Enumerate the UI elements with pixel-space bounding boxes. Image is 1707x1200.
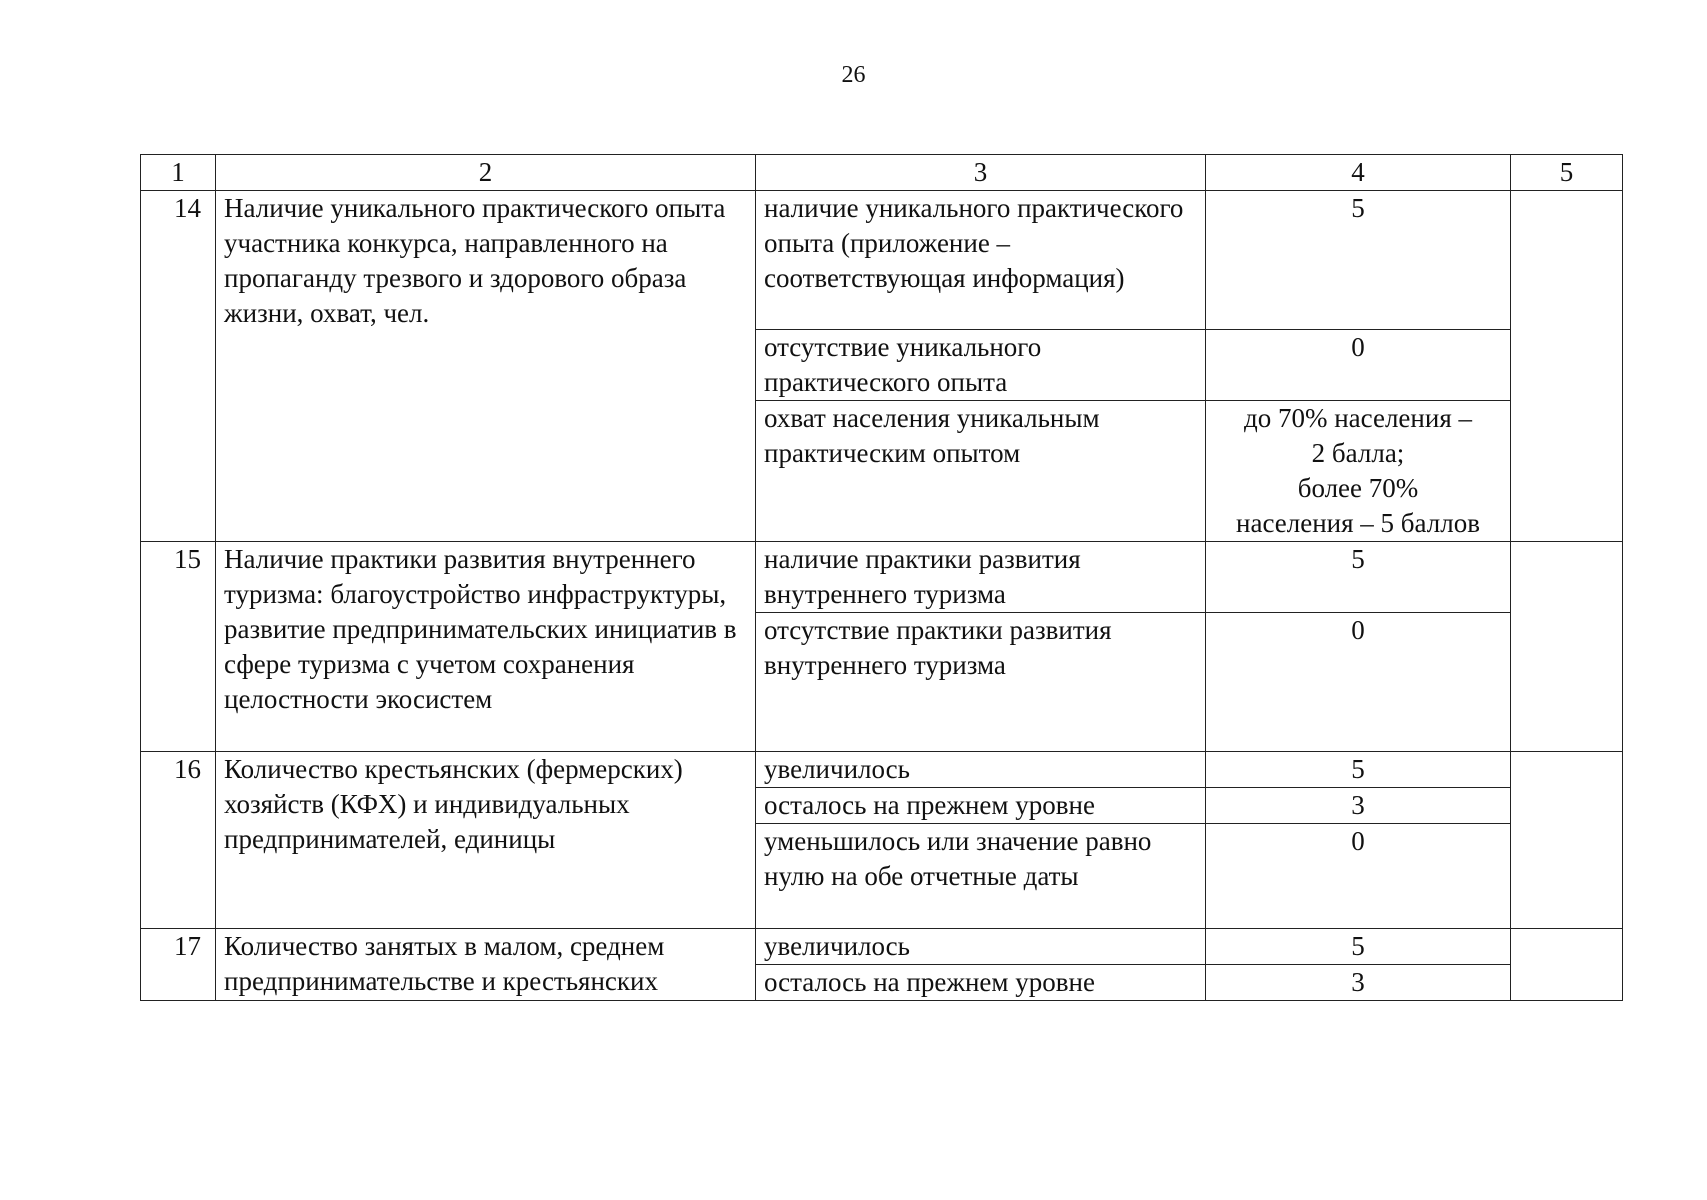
criterion-score: 5 <box>1206 752 1511 788</box>
criterion-text: осталось на прежнем уровне <box>756 965 1206 1001</box>
criterion-score: 5 <box>1206 542 1511 613</box>
criterion-text: наличие уникального практического опыта (приложение – соответствующая информация) <box>756 191 1206 330</box>
row-number: 17 <box>141 929 216 1001</box>
criteria-table <box>140 154 1623 1001</box>
criterion-score: 5 <box>1206 929 1511 965</box>
criterion-score: до 70% населения – 2 балла; более 70% населения – 5 баллов <box>1206 401 1511 542</box>
column-5-cell <box>1511 929 1623 1001</box>
column-header: 3 <box>756 155 1206 191</box>
indicator-description: Количество крестьянских (фермерских) хозяйств (КФХ) и индивидуальных предпринимателей, единицы <box>216 752 756 929</box>
column-5-cell <box>1511 542 1623 752</box>
criterion-score: 0 <box>1206 330 1511 401</box>
page-number: 26 <box>841 62 866 88</box>
column-5-cell <box>1511 191 1623 542</box>
criterion-text: наличие практики развития внутреннего туризма <box>756 542 1206 613</box>
row-number: 15 <box>141 542 216 752</box>
criterion-text: уменьшилось или значение равно нулю на обе отчетные даты <box>756 824 1206 929</box>
criterion-text: осталось на прежнем уровне <box>756 788 1206 824</box>
row-number: 16 <box>141 752 216 929</box>
column-header: 4 <box>1206 155 1511 191</box>
criterion-text: увеличилось <box>756 752 1206 788</box>
table-row <box>141 752 1623 788</box>
indicator-description: Количество занятых в малом, среднем предпринимательстве и крестьянских <box>216 929 756 1001</box>
criterion-text: отсутствие практики развития внутреннего туризма <box>756 613 1206 752</box>
indicator-description: Наличие уникального практического опыта участника конкурса, направленного на пропаганду трезвого и здорового образа жизни, охват, чел. <box>216 191 756 542</box>
column-header: 2 <box>216 155 756 191</box>
table-row <box>141 542 1623 613</box>
column-5-cell <box>1511 752 1623 929</box>
indicator-description: Наличие практики развития внутреннего туризма: благоустройство инфраструктуры, развитие предпринимательских инициатив в сфере туризма с учетом сохранения целостности экосистем <box>216 542 756 752</box>
column-header: 5 <box>1511 155 1623 191</box>
criterion-score: 5 <box>1206 191 1511 330</box>
row-number: 14 <box>141 191 216 542</box>
criterion-score: 3 <box>1206 965 1511 1001</box>
criterion-score: 0 <box>1206 824 1511 929</box>
criterion-text: отсутствие уникального практического опыта <box>756 330 1206 401</box>
table-row <box>141 929 1623 965</box>
criterion-score: 0 <box>1206 613 1511 752</box>
criterion-score: 3 <box>1206 788 1511 824</box>
table-header-row <box>141 155 1623 191</box>
criterion-text: увеличилось <box>756 929 1206 965</box>
column-header: 1 <box>141 155 216 191</box>
table-row <box>141 191 1623 330</box>
criterion-text: охват населения уникальным практическим опытом <box>756 401 1206 542</box>
